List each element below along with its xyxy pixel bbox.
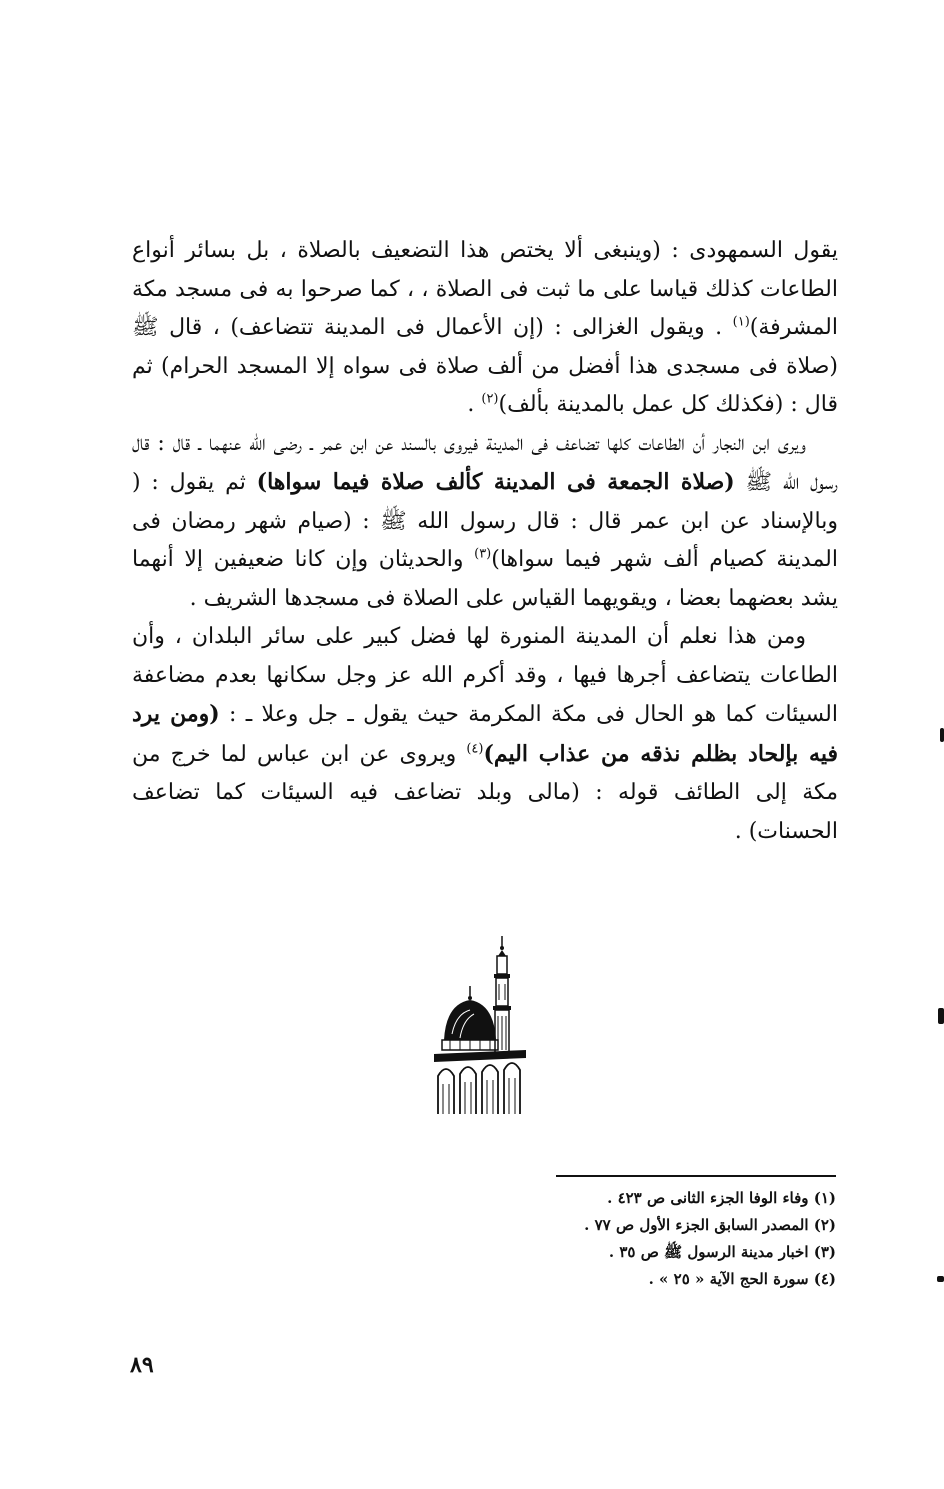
paragraph-1 [132,232,838,425]
mosque-ornament-icon [430,934,530,1116]
paragraph-text: ثم يقول : ( وبالإسناد عن ابن عمر قال : قال رسول الله ﷺ : (صيام شهر رمضان فى المدينة كصيام ألف شهر فيما سواها) [132,470,838,572]
footnotes [440,1185,836,1293]
scan-edge-mark [938,1008,944,1024]
scan-edge-mark [937,1276,944,1282]
paragraph-text: والحديثان وإن كانا ضعيفين إلا أنهما يشد بعضهما بعضا ، ويقويهما القياس على الصلاة فى مسجدها الشريف . [132,547,838,611]
scan-edge-mark [940,728,944,742]
footnote-ref: (١) [732,314,750,330]
hadith-quote: (صلاة الجمعة فى المدينة كألف صلاة فيما سواها) [256,469,735,495]
paragraph-text: يقول السمهودى : (وينبغى ألا يختص هذا التضعيف بالصلاة ، بل بسائر أنواع الطاعات كذلك قياسا على ما ثبت فى الصلاة ، ، كما صرحوا به فى مسجد مكة المشرفة) [132,238,838,340]
footnote-3: (٣) اخبار مدينة الرسول ﷺ ص ٣٥ . [608,1243,836,1261]
page-number: ٨٩ [130,1352,154,1378]
paragraph-text: . [467,392,482,417]
quran-quote: (ومن يرد فيه بإلحاد بظلم نذقه من عذاب اليم) [132,701,838,767]
footnote-4: (٤) سورة الحج الآية « ٢٥ » . [648,1270,836,1288]
paragraph-2 [132,425,838,619]
footnote-2: (٢) المصدر السابق الجزء الأول ص ٧٧ . [584,1216,836,1234]
paragraph-text: ويرى ابن النجار أن الطاعات كلها تضاعف فى المدينة فيروى بالسند عن ابن عمر ـ رضى الله عنهما ـ قال : قال رسول الله ﷺ [132,430,839,495]
paragraph-text: ويروى عن ابن عباس لما خرج من مكة إلى الطائف قوله : (مالى وبلد تضاعف فيه السيئات كما تضاعف الحسنات) . [132,741,838,844]
footnote-ref: (٣) [474,546,492,562]
body-text [132,232,838,851]
footnote-ref: (٤) [466,741,484,757]
footnote-ref: (٢) [481,391,499,407]
footnote-1: (١) وفاء الوفا الجزء الثانى ص ٤٢٣ . [607,1189,836,1207]
paragraph-text: ومن هذا نعلم أن المدينة المنورة لها فضل كبير على سائر البلدان ، وأن الطاعات يتضاعف أجرها فيها ، وقد أكرم الله عز وجل سكانها بعدم مضاعفة السيئات كما هو الحال فى مكة المكرمة حيث يقول ـ جل وعلا ـ : [132,624,838,727]
paragraph-text: . ويقول الغزالى : (إن الأعمال فى المدينة تتضاعف) ، قال ﷺ (صلاة فى مسجدى هذا أفضل من ألف صلاة فى سواه إلا المسجد الحرام) ثم قال : (فكذلك كل عمل بالمدينة بألف) [132,315,838,417]
paragraph-3 [132,618,838,851]
footnote-divider [556,1175,836,1177]
